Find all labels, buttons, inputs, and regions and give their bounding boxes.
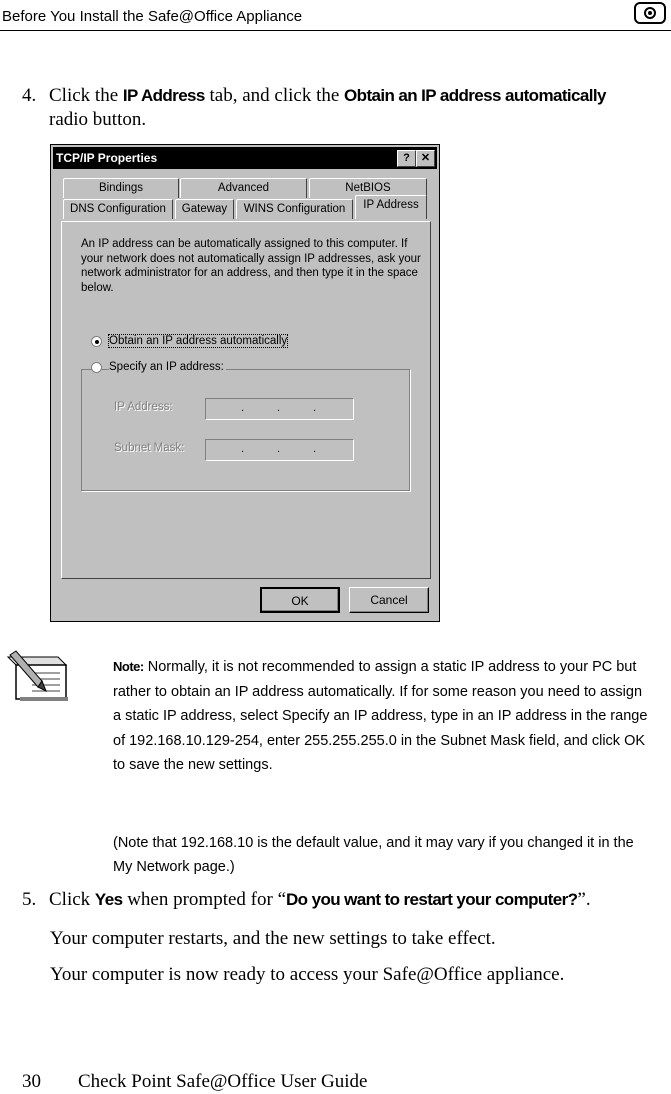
obtain-ip-label[interactable]: Obtain an IP address automatically	[109, 335, 288, 347]
note-text: Normally, it is not recommended to assign a static IP address to your PC but rather to obtain an IP address automatically. If for some reason you need to assign a static IP address, select Specify an IP address, type in an IP address in the range of 192.168.10.129-254, enter 255.255.255.0 in the Subnet Mask field, and click OK to save the new settings.	[113, 659, 648, 774]
subnet-mask-label: Subnet Mask:	[114, 442, 185, 454]
step-5-bold-yes: Yes	[94, 890, 123, 909]
page-footer	[22, 1071, 367, 1093]
step-4-text-1: Click the	[49, 85, 123, 106]
tab-bindings[interactable]: Bindings	[63, 178, 179, 198]
tab-netbios[interactable]: NetBIOS	[309, 178, 427, 198]
header-title: Before You Install the Safe@Office Appliance	[2, 8, 303, 25]
step-5-text-2: when prompted for “	[122, 889, 286, 910]
tab-ip-address[interactable]: IP Address	[355, 195, 427, 219]
step-5-number: 5.	[22, 889, 37, 910]
paragraph-restart: Your computer restarts, and the new settings to take effect.	[50, 928, 496, 949]
ip-address-field[interactable]: . . .	[205, 398, 354, 420]
cancel-button[interactable]: Cancel	[349, 587, 429, 613]
tab-gateway[interactable]: Gateway	[175, 199, 234, 219]
page-number: 30	[22, 1071, 41, 1092]
step-4-number: 4.	[22, 85, 37, 106]
specify-ip-label[interactable]: Specify an IP address:	[109, 361, 224, 373]
notepad-pencil-icon	[2, 647, 68, 703]
tab-wins-configuration[interactable]: WINS Configuration	[236, 199, 353, 219]
close-button[interactable]: ✕	[416, 150, 435, 167]
step-5-text-1: Click	[49, 889, 95, 910]
ok-button[interactable]: OK	[260, 587, 340, 613]
footer-title: Check Point Safe@Office User Guide	[78, 1071, 368, 1092]
dialog-title: TCP/IP Properties	[56, 151, 158, 165]
step-4-bold-obtain: Obtain an IP address automatically	[344, 86, 606, 105]
step-5-bold-question: Do you want to restart your computer?	[286, 890, 578, 909]
tab-advanced[interactable]: Advanced	[180, 178, 307, 198]
dialog-title-bar	[53, 147, 437, 169]
step-5	[22, 888, 591, 912]
ip-address-label: IP Address:	[114, 401, 173, 413]
page-header	[0, 0, 671, 31]
subnet-mask-field[interactable]: . . .	[205, 439, 354, 461]
note-paragraph-2: (Note that 192.168.10 is the default value, and it may vary if you changed it in the My Network page.)	[113, 835, 634, 875]
specify-ip-group	[81, 369, 410, 491]
paragraph-ready: Your computer is now ready to access your Safe@Office appliance.	[50, 964, 565, 985]
note-paragraph	[113, 655, 648, 778]
note-label: Note:	[113, 659, 144, 674]
step-4-bold-ip-address: IP Address	[122, 86, 205, 105]
tcpip-properties-dialog	[50, 144, 440, 622]
help-button[interactable]: ?	[397, 150, 416, 167]
checkpoint-logo-icon	[634, 2, 666, 24]
step-4-text-3: radio button.	[49, 109, 147, 130]
dialog-description: An IP address can be automatically assigned to this computer. If your network does not automatically assign IP addresses, ask your network administrator for an address, and then type it in the space below.	[81, 238, 421, 294]
step-5-text-3: ”.	[577, 889, 591, 910]
step-4	[22, 84, 662, 132]
tab-dns-configuration[interactable]: DNS Configuration	[63, 199, 173, 219]
specify-ip-radio[interactable]	[91, 362, 102, 373]
step-4-text-2: tab, and click the	[204, 85, 345, 106]
obtain-ip-radio[interactable]	[91, 336, 102, 347]
